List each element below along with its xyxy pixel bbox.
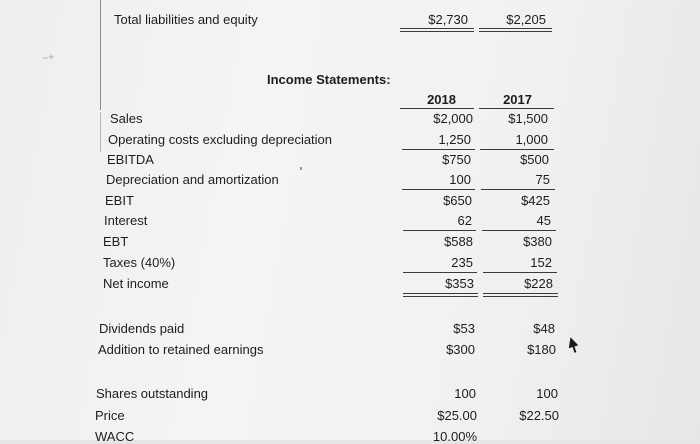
margin-line-lower <box>100 112 101 152</box>
margin-line <box>100 0 101 110</box>
net-income-2018: $353 <box>445 276 474 291</box>
shares-outstanding-2017: 100 <box>536 386 558 401</box>
row-label-ebit: EBIT <box>105 193 134 208</box>
double-rule-net-top-2017 <box>483 293 558 294</box>
stray-mark <box>300 167 302 170</box>
depreciation-2017: 75 <box>535 172 550 187</box>
wacc-2018: 10.00% <box>432 429 477 444</box>
dividends-paid-2018: $53 <box>453 321 475 336</box>
operating-costs-2018: 1,250 <box>438 132 471 147</box>
double-rule-top <box>400 28 474 29</box>
ebt-2018: $588 <box>444 234 473 249</box>
row-label-operating-costs: Operating costs excluding depreciation <box>108 132 333 147</box>
shares-outstanding-2018: 100 <box>454 386 476 401</box>
ebitda-2018: $750 <box>442 152 471 167</box>
sales-2017: $1,500 <box>508 111 548 126</box>
double-rule-net-top-2018 <box>403 293 478 294</box>
ebit-2018: $650 <box>443 193 472 208</box>
row-label-shares-outstanding: Shares outstanding <box>96 386 209 401</box>
retained-earnings-2018: $300 <box>446 342 475 357</box>
rule-ebt-2017 <box>482 230 556 231</box>
retained-earnings-2017: $180 <box>527 342 556 357</box>
row-label-price: Price <box>95 408 125 423</box>
price-2017: $22.50 <box>519 408 559 423</box>
row-label-interest: Interest <box>104 213 148 228</box>
row-label-ebitda: EBITDA <box>107 152 154 167</box>
row-label-taxes: Taxes (40%) <box>103 255 176 270</box>
row-label-wacc: WACC <box>95 429 135 444</box>
year-2017-header: 2017 <box>503 92 532 107</box>
rule-ebt-2018 <box>403 230 476 231</box>
dividends-paid-2017: $48 <box>533 321 555 336</box>
sales-2018: $2,000 <box>433 111 473 126</box>
header-rule-2017 <box>479 108 554 109</box>
depreciation-2018: 100 <box>449 172 471 187</box>
ebt-2017: $380 <box>523 234 552 249</box>
header-rule-2018 <box>400 108 474 109</box>
total-liabilities-2018: $2,730 <box>428 12 468 27</box>
rule-ebitda-2018 <box>402 149 475 150</box>
price-2018: $25.00 <box>437 408 477 423</box>
total-liabilities-label: Total liabilities and equity <box>114 12 258 27</box>
taxes-2017: 152 <box>530 255 552 270</box>
rule-ebitda-2017 <box>480 149 554 150</box>
row-label-depreciation: Depreciation and amortization <box>106 172 279 187</box>
interest-2017: 45 <box>536 213 551 228</box>
ebitda-2017: $500 <box>520 152 549 167</box>
row-label-dividends-paid: Dividends paid <box>99 321 185 336</box>
year-2018-header: 2018 <box>427 92 456 107</box>
ebit-2017: $425 <box>521 193 550 208</box>
interest-2018: 62 <box>457 213 472 228</box>
row-label-ebt: EBT <box>103 234 129 249</box>
rule-net-income-2017 <box>483 272 557 273</box>
row-label-net-income: Net income <box>103 276 169 291</box>
taxes-2018: 235 <box>451 255 473 270</box>
mouse-cursor-icon <box>566 336 579 349</box>
pen-mark: ~+ <box>40 50 56 66</box>
row-label-sales: Sales <box>110 111 143 126</box>
operating-costs-2017: 1,000 <box>515 132 548 147</box>
double-rule-net-bottom-2018 <box>403 296 478 297</box>
rule-net-income-2018 <box>403 272 477 273</box>
double-rule-top-2017 <box>479 28 552 29</box>
income-statement-title: Income Statements: <box>267 72 391 87</box>
rule-ebit-2018 <box>402 189 475 190</box>
row-label-retained-earnings: Addition to retained earnings <box>98 342 264 357</box>
net-income-2017: $228 <box>524 276 553 291</box>
double-rule-bottom-2017 <box>479 31 552 32</box>
double-rule-net-bottom-2017 <box>483 296 558 297</box>
double-rule-bottom <box>400 31 474 32</box>
total-liabilities-2017: $2,205 <box>506 12 546 27</box>
rule-ebit-2017 <box>481 189 555 190</box>
